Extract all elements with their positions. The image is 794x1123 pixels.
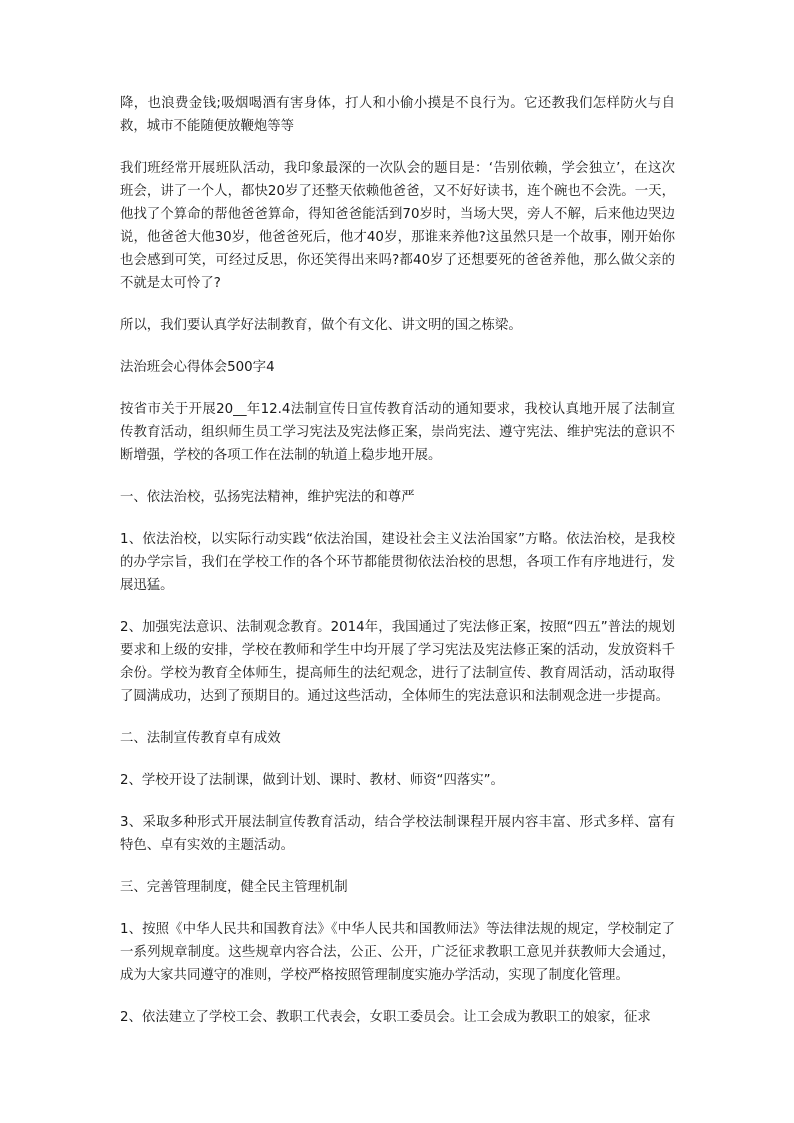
paragraph-item-2-2: 2、学校开设了法制课，做到计划、课时、教材、师资“四落实”。 bbox=[120, 773, 504, 788]
document-page bbox=[120, 92, 675, 1048]
heading-part-one: 一、依法治校，弘扬宪法精神，维护宪法的和尊严 bbox=[120, 490, 415, 505]
paragraph-item-1-1: 1、依法治校，以实际行动实践“依法治国，建设社会主义法治国家”方略。依法治校，是我校的办学宗旨，我们在学校工作的各个环节都能贯彻依法治校的思想，各项工作有序地进行，发展迅猛。 bbox=[120, 532, 675, 593]
paragraph-item-3-2: 2、依法建立了学校工会、教职工代表会，女职工委员会。让工会成为教职工的娘家，征求 bbox=[120, 1010, 651, 1025]
paragraph-intro-continued: 降，也浪费金钱;吸烟喝酒有害身体，打人和小偷小摸是不良行为。它还教我们怎样防火与自救，城市不能随便放鞭炮等等 bbox=[120, 96, 675, 134]
heading-part-two: 二、法制宣传教育卓有成效 bbox=[120, 731, 281, 746]
paragraph-item-2-3: 3、采取多种形式开展法制宣传教育活动，结合学校法制课程开展内容丰富、形式多样、富有特色、卓有实效的主题活动。 bbox=[120, 815, 675, 853]
paragraph-item-1-2: 2、加强宪法意识、法制观念教育。2014年，我国通过了宪法修正案，按照“四五”普法的规划要求和上级的安排，学校在教师和学生中均开展了学习宪法及宪法修正案的活动，发放资料千余份。学校为教育全体师生，提高师生的法纪观念，进行了法制宣传、教育周活动，活动取得了圆满成功，达到了预期目的。通过这些活动，全体师生的宪法意识和法制观念进一步提高。 bbox=[120, 620, 675, 704]
paragraph-opening: 按省市关于开展20__年12.4法制宣传日宣传教育活动的通知要求，我校认真地开展了法制宣传教育活动，组织师生员工学习宪法及宪法修正案，崇尚宪法、遵守宪法、维护宪法的意识不断增强，学校的各项工作在法制的轨道上稳步地开展。 bbox=[120, 402, 675, 463]
section-title: 法治班会心得体会500字4 bbox=[120, 360, 275, 375]
paragraph-class-meeting-story: 我们班经常开展班队活动，我印象最深的一次队会的题目是：‘告别依赖，学会独立’，在这次班会，讲了一个人，都快20岁了还整天依赖他爸爸，又不好好读书，连个碗也不会洗。一天，他找了个算命的帮他爸爸算命，得知爸爸能活到70岁时，当场大哭，旁人不解，后来他边哭边说，他爸爸大他30岁，他爸爸死后，他才40岁，那谁来养他?这虽然只是一个故事，刚开始你也会感到可笑，可经过反思，你还笑得出来吗?都40岁了还想要死的爸爸养他，那么做父亲的不就是太可怜了? bbox=[120, 161, 675, 291]
paragraph-item-3-1: 1、按照《中华人民共和国教育法》《中华人民共和国教师法》等法律法规的规定，学校制定了一系列规章制度。这些规章内容合法，公正、公开，广泛征求教职工意见并获教师大会通过，成为大家共同遵守的准则，学校严格按照管理制度实施办学活动，实现了制度化管理。 bbox=[120, 922, 675, 983]
heading-part-three: 三、完善管理制度，健全民主管理机制 bbox=[120, 880, 348, 895]
paragraph-conclusion: 所以，我们要认真学好法制教育，做个有文化、讲文明的国之栋梁。 bbox=[120, 318, 522, 333]
